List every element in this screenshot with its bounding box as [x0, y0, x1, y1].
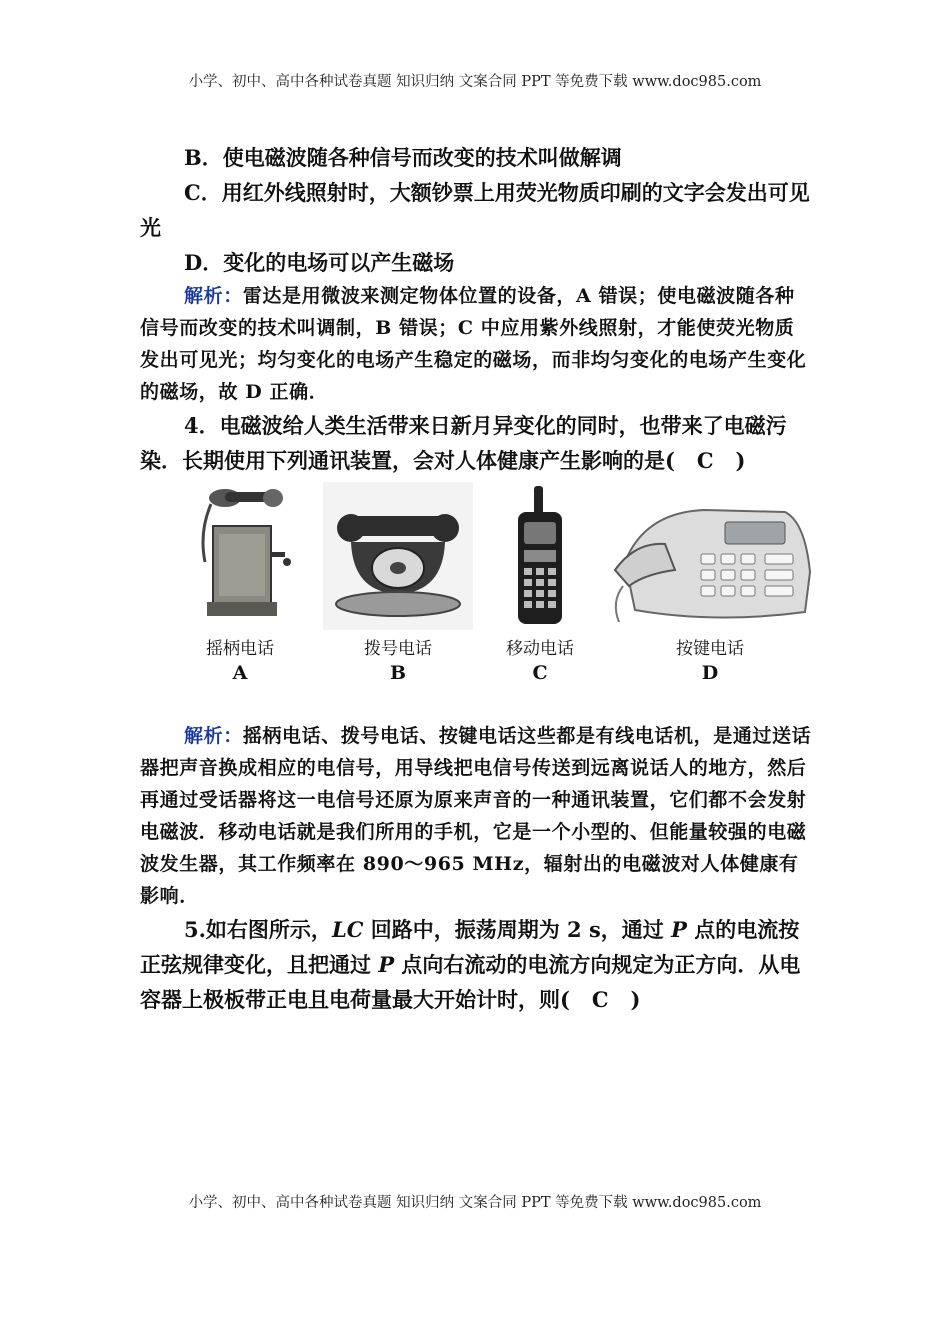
solution-q3 — [140, 280, 812, 408]
solution-q4 — [140, 720, 812, 912]
rotary-phone-image — [323, 482, 473, 630]
q5-p-1: P — [671, 917, 687, 942]
q5-part-4: 点向右流动的电流方向规定为正方向．从电容器上极板带正电且电荷量最大开始计时，则( — [140, 952, 801, 1012]
figure-a-letter: A — [232, 662, 248, 684]
option-c: C．用红外线照射时，大额钞票上用荧光物质印刷的文字会发出可见光 — [140, 180, 810, 240]
figure-c-letter: C — [532, 662, 548, 684]
figure-b — [318, 482, 478, 686]
mobile-phone-image — [510, 482, 570, 630]
question-4 — [140, 408, 812, 478]
figure-a-caption: 摇柄电话 — [206, 639, 274, 659]
crank-phone-image — [185, 482, 295, 630]
figure-d — [595, 482, 825, 686]
q5-part-2: 回路中，振荡周期为 2 s，通过 — [363, 917, 672, 942]
phone-figures — [140, 482, 812, 714]
solution-label: 解析： — [184, 285, 243, 307]
page-footer: 小学、初中、高中各种试卷真题 知识归纳 文案合同 PPT 等免费下载 www.doc985.com — [188, 1195, 762, 1211]
solution-label: 解析： — [184, 725, 243, 747]
solution-q4-text: 摇柄电话、拨号电话、按键电话这些都是有线电话机，是通过送话器把声音换成相应的电信号，用导线把电信号传送到远离说话人的地方，然后再通过受话器将这一电信号还原为原来声音的一种通讯装置，它们都不会发射电磁波．移动电话就是我们所用的手机，它是一个小型的、但能量较强的电磁波发生器，其工作频率在 890～965 MHz，辐射出的电磁波对人体健康有影响． — [140, 725, 812, 907]
push-button-phone-image — [605, 482, 815, 630]
question-5 — [140, 912, 812, 1017]
q5-p-2: P — [378, 952, 395, 977]
page-content — [140, 140, 812, 1017]
figure-d-letter: D — [701, 662, 719, 684]
figure-c — [480, 482, 600, 686]
figure-b-caption: 拨号电话 — [364, 639, 432, 659]
q5-part-1: 5.如右图所示， — [184, 917, 332, 942]
option-d: D．变化的电场可以产生磁场 — [184, 250, 455, 275]
option-b: B．使电磁波随各种信号而改变的技术叫做解调 — [184, 145, 622, 170]
figure-b-letter: B — [389, 662, 407, 684]
q5-part-3: 点的电流按正弦规律变化，且把通过 — [140, 917, 800, 977]
q5-lc: LC — [331, 917, 364, 942]
figure-d-caption: 按键电话 — [676, 639, 744, 659]
question-4-text: 4．电磁波给人类生活带来日新月异变化的同时，也带来了电磁污染．长期使用下列通讯装置，会对人体健康产生影响的是( — [140, 413, 787, 473]
question-4-answer: C — [696, 448, 714, 473]
page-header: 小学、初中、高中各种试卷真题 知识归纳 文案合同 PPT 等免费下载 www.doc985.com — [188, 74, 762, 90]
figure-a — [180, 482, 300, 686]
question-5-answer: C — [591, 987, 609, 1012]
question-4-close: ) — [735, 448, 746, 473]
question-5-close: ) — [630, 987, 641, 1012]
solution-q3-text: 雷达是用微波来测定物体位置的设备，A 错误；使电磁波随各种信号而改变的技术叫调制，B 错误；C 中应用紫外线照射，才能使荧光物质发出可见光；均匀变化的电场产生稳定的磁场，而非均匀变化的电场产生变化的磁场，故 D 正确． — [140, 285, 807, 403]
figure-c-caption: 移动电话 — [506, 639, 574, 659]
